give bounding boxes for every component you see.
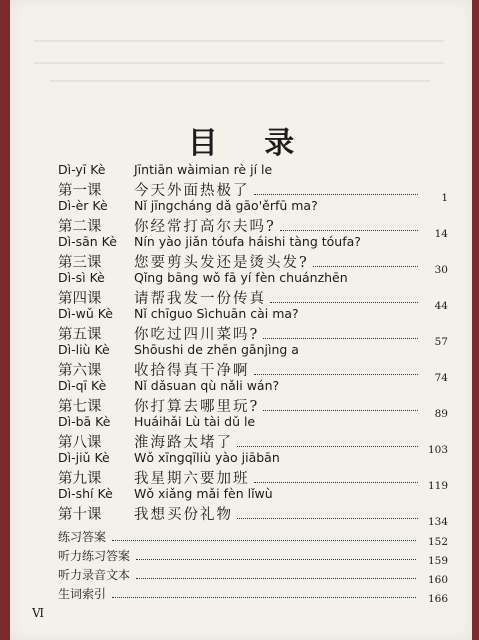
lesson-title: 收拾得真干净啊	[134, 363, 250, 379]
lesson-pinyin-line	[58, 232, 448, 252]
page-number: 119	[427, 480, 448, 492]
lesson-title-pinyin: Nǐ dǎsuan qù nǎli wán?	[134, 378, 280, 393]
lesson-pinyin-line	[58, 412, 448, 432]
page-number: 103	[427, 444, 448, 456]
dot-leader	[254, 470, 419, 483]
lesson-number-pinyin: Dì-wǔ Kè	[58, 306, 113, 321]
page-number: 57	[434, 336, 448, 348]
lesson-title-pinyin: Wǒ xīngqīliù yào jiābān	[134, 450, 280, 465]
dot-leader	[136, 549, 416, 560]
lesson-title-pinyin: Nǐ chīguo Sìchuān cài ma?	[134, 306, 299, 321]
lesson-pinyin-line	[58, 448, 448, 468]
lesson-pinyin-line	[58, 268, 448, 288]
toc-entry-listening-answers[interactable]	[58, 547, 448, 566]
lesson-number-pinyin: Dì-jiǔ Kè	[58, 450, 110, 465]
page-number: 74	[434, 372, 448, 384]
toc-entry-lesson-10[interactable]	[58, 484, 448, 526]
lesson-pinyin-line	[58, 484, 448, 504]
lesson-title: 你经常打高尔夫吗?	[134, 219, 276, 235]
lesson-title-pinyin: Qǐng bāng wǒ fā yí fèn chuánzhēn	[134, 270, 348, 285]
toc-entry-transcripts[interactable]	[58, 566, 448, 585]
lesson-number: 第七课	[58, 399, 102, 415]
page-number: 44	[434, 300, 448, 312]
lesson-number-pinyin: Dì-sì Kè	[58, 270, 105, 285]
appendix-title: 生词索引	[58, 587, 107, 601]
lesson-number-pinyin: Dì-sān Kè	[58, 234, 117, 249]
dot-leader	[112, 587, 416, 598]
lesson-number-pinyin: Dì-yī Kè	[58, 162, 106, 177]
lesson-title-pinyin: Shōushi de zhēn gānjìng a	[134, 342, 299, 357]
dot-leader	[112, 530, 416, 541]
lesson-line	[58, 504, 448, 526]
dot-leader	[263, 398, 418, 411]
lesson-number: 第三课	[58, 255, 102, 271]
lesson-number: 第二课	[58, 219, 102, 235]
lesson-title-pinyin: Huáihǎi Lù tài dǔ le	[134, 414, 256, 429]
lesson-number-pinyin: Dì-èr Kè	[58, 198, 108, 213]
dot-leader	[254, 182, 419, 195]
lesson-pinyin-line	[58, 160, 448, 180]
lesson-number: 第六课	[58, 363, 102, 379]
toc-entry-vocab-index[interactable]	[58, 585, 448, 604]
dot-leader	[280, 218, 418, 231]
lesson-title: 请帮我发一份传真	[134, 291, 266, 307]
page-number: 159	[427, 555, 448, 567]
lesson-number-pinyin: Dì-qī Kè	[58, 378, 107, 393]
lesson-pinyin-line	[58, 376, 448, 396]
page-number: 89	[434, 408, 448, 420]
dot-leader	[136, 568, 416, 579]
page-number: 1	[441, 192, 448, 204]
lesson-number-pinyin: Dì-liù Kè	[58, 342, 110, 357]
lesson-number: 第十课	[58, 507, 102, 523]
lesson-pinyin-line	[58, 304, 448, 324]
dot-leader	[313, 254, 418, 267]
lesson-title: 我想买份礼物	[134, 507, 233, 523]
dot-leader	[237, 434, 418, 447]
lesson-number: 第八课	[58, 435, 102, 451]
appendix-title: 听力练习答案	[58, 549, 131, 563]
lesson-title: 淮海路太堵了	[134, 435, 233, 451]
lesson-title-pinyin: Jīntiān wàimian rè jí le	[134, 162, 273, 177]
lesson-number: 第九课	[58, 471, 102, 487]
toc-entry-answers[interactable]	[58, 528, 448, 547]
page-number: 134	[427, 516, 448, 528]
lesson-number-pinyin: Dì-bā Kè	[58, 414, 111, 429]
lesson-title: 你吃过四川菜吗?	[134, 327, 260, 343]
bleed-through-line	[34, 62, 444, 64]
dot-leader	[270, 290, 418, 303]
lesson-number-pinyin: Dì-shí Kè	[58, 486, 113, 501]
lesson-title-pinyin: Nín yào jiǎn tóufa háishi tàng tóufa?	[134, 234, 361, 249]
page-number: 166	[427, 593, 448, 605]
lesson-number: 第五课	[58, 327, 102, 343]
appendix-title: 练习答案	[58, 530, 107, 544]
page-folio: Ⅵ	[32, 606, 45, 620]
lesson-number: 第四课	[58, 291, 102, 307]
appendix-title: 听力录音文本	[58, 568, 131, 582]
bleed-through-line	[50, 80, 430, 82]
page-number: 152	[427, 536, 448, 548]
lesson-title: 你打算去哪里玩?	[134, 399, 260, 415]
page-number: 160	[427, 574, 448, 586]
appendix-list	[58, 528, 448, 604]
document-page	[10, 0, 472, 640]
lesson-pinyin-line	[58, 340, 448, 360]
page-title: 目 录	[187, 126, 313, 161]
lesson-title: 您要剪头发还是烫头发?	[134, 255, 309, 271]
dot-leader	[254, 362, 419, 375]
page-number: 30	[434, 264, 448, 276]
lesson-number: 第一课	[58, 183, 102, 199]
bleed-through-line	[34, 40, 444, 42]
lesson-title: 我星期六要加班	[134, 471, 250, 487]
dot-leader	[263, 326, 418, 339]
lesson-title-pinyin: Nǐ jīngcháng dǎ gāo'ěrfū ma?	[134, 198, 318, 213]
lesson-pinyin-line	[58, 196, 448, 216]
page-number: 14	[434, 228, 448, 240]
lesson-title-pinyin: Wǒ xiǎng mǎi fèn lǐwù	[134, 486, 273, 501]
lesson-title: 今天外面热极了	[134, 183, 250, 199]
dot-leader	[237, 506, 418, 519]
